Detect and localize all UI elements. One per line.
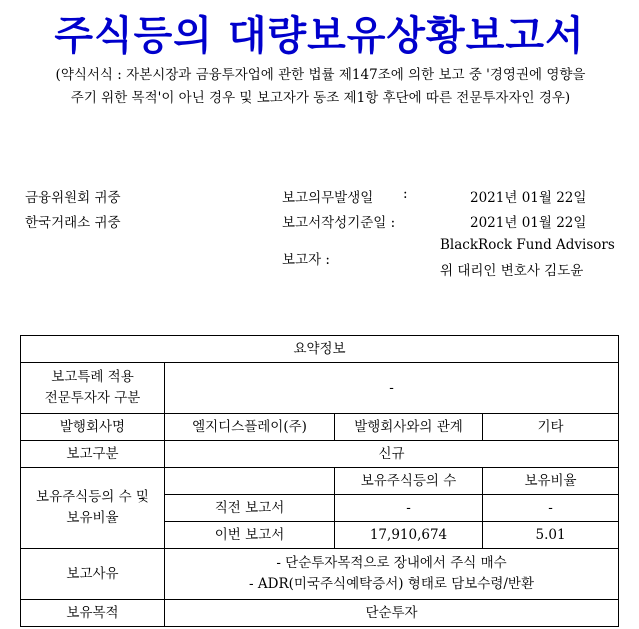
- reason-value: [165, 549, 619, 600]
- relation-label: 발행회사와의 관계: [335, 414, 483, 441]
- reason-row: [21, 549, 619, 600]
- summary-table: [20, 335, 619, 627]
- subtitle-line-2: 주기 위한 목적'이 아닌 경우 및 보고자가 동조 제1항 후단에 따른 전문투자자인 경우): [70, 90, 571, 106]
- special-row: [21, 363, 619, 414]
- special-label-line-1: 보고특례 적용: [51, 369, 134, 385]
- reason-label: 보고사유: [21, 549, 165, 600]
- curr-report-label: 이번 보고서: [165, 522, 335, 549]
- special-label-line-2: 전문투자자 구분: [44, 390, 141, 406]
- report-subtitle: [18, 64, 623, 110]
- summary-heading-row: [21, 336, 619, 363]
- issuer-row: [21, 414, 619, 441]
- reason-line-1: - 단순투자목적으로 장내에서 주식 매수: [276, 555, 507, 571]
- reporter-name: BlackRock Fund Advisors: [440, 237, 615, 253]
- prev-report-label: 직전 보고서: [165, 495, 335, 522]
- issuer-label: 발행회사명: [21, 414, 165, 441]
- holdings-label-line-2: 보유비율: [66, 510, 119, 526]
- type-value: 신규: [165, 441, 619, 468]
- reporter-agent: 위 대리인 변호사 김도윤: [440, 263, 584, 279]
- curr-report-ratio: 5.01: [483, 522, 619, 549]
- type-row: [21, 441, 619, 468]
- col-ratio-header: 보유비율: [483, 468, 619, 495]
- recipient-fsc: 금융위원회 귀중: [25, 190, 121, 206]
- prev-report-shares: -: [335, 495, 483, 522]
- purpose-value: 단순투자: [165, 600, 619, 627]
- type-label: 보고구분: [21, 441, 165, 468]
- base-date-label: 보고서작성기준일 :: [282, 215, 396, 231]
- summary-heading: 요약정보: [21, 336, 619, 363]
- report-title: 주식등의 대량보유상황보고서: [54, 13, 585, 59]
- purpose-label: 보유목적: [21, 600, 165, 627]
- col-shares-header: 보유주식등의 수: [335, 468, 483, 495]
- subtitle-line-1: (약식서식 : 자본시장과 금융투자업에 관한 법률 제147조에 의한 보고 중 '경영권에 영향을: [55, 67, 586, 83]
- special-label: [21, 363, 165, 414]
- holdings-blank-cell: [165, 468, 335, 495]
- holdings-label-line-1: 보유주식등의 수 및: [36, 489, 149, 505]
- curr-report-shares: 17,910,674: [335, 522, 483, 549]
- holdings-label: [21, 468, 165, 549]
- duty-date-value: 2021년 01월 22일: [470, 190, 587, 206]
- reporter-label: 보고자 :: [282, 252, 330, 268]
- holdings-header-row: [21, 468, 619, 495]
- special-value: -: [165, 363, 619, 414]
- duty-date-colon: :: [403, 186, 408, 202]
- base-date-value: 2021년 01월 22일: [470, 215, 587, 231]
- reason-line-2: - ADR(미국주식예탁증서) 형태로 담보수령/반환: [249, 576, 534, 592]
- recipient-krx: 한국거래소 귀중: [25, 215, 121, 231]
- duty-date-label: 보고의무발생일: [282, 190, 374, 206]
- relation-value: 기타: [483, 414, 619, 441]
- prev-report-ratio: -: [483, 495, 619, 522]
- purpose-row: [21, 600, 619, 627]
- issuer-value: 엘지디스플레이(주): [165, 414, 335, 441]
